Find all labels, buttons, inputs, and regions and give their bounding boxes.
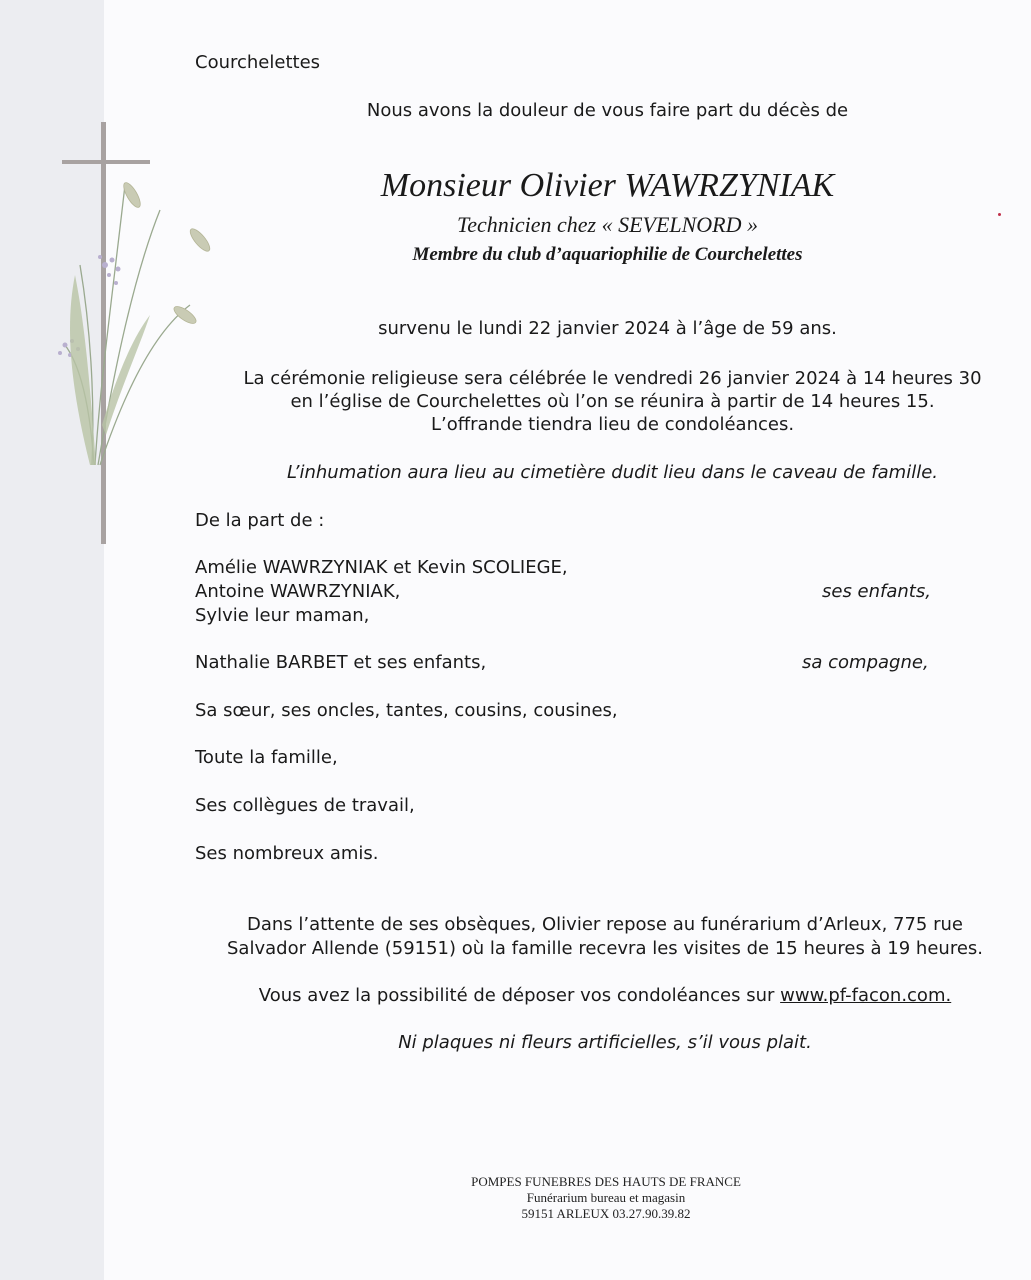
children-relation: ses enfants, xyxy=(822,581,931,602)
from-label: De la part de : xyxy=(195,510,325,531)
no-flowers-line: Ni plaques ni fleurs artificielles, s’il vous plait. xyxy=(398,1032,812,1053)
family-others-line-1: Sa sœur, ses oncles, tantes, cousins, cousines, xyxy=(195,700,618,721)
ceremony-line-3: L’offrande tiendra lieu de condoléances. xyxy=(430,414,795,435)
partner-relation: sa compagne, xyxy=(802,652,929,673)
deceased-name: Monsieur Olivier WAWRZYNIAK xyxy=(380,167,835,204)
family-children-line-2: Antoine WAWRZYNIAK, xyxy=(195,581,401,602)
family-children-line-3: Sylvie leur maman, xyxy=(195,605,370,626)
scan-speck xyxy=(998,213,1001,216)
place-name: Courchelettes xyxy=(195,52,321,73)
partner-line: Nathalie BARBET et ses enfants, xyxy=(195,652,487,673)
deceased-membership: Membre du club d’aquariophilie de Courchelettes xyxy=(412,244,803,265)
cross-horizontal-bar xyxy=(62,160,150,164)
funeral-home-note-line-2: Salvador Allende (59151) où la famille recevra les visites de 15 heures à 19 heures. xyxy=(227,938,983,959)
condolences-text: Vous avez la possibilité de déposer vos condoléances sur xyxy=(258,985,781,1006)
family-children-line-1: Amélie WAWRZYNIAK et Kevin SCOLIEGE, xyxy=(195,557,568,578)
condolences-link[interactable]: www.pf-facon.com. xyxy=(780,985,952,1006)
ceremony-line-2: en l’église de Courchelettes où l’on se réunira à partir de 14 heures 15. xyxy=(290,391,935,412)
ceremony-line-1: La cérémonie religieuse sera célébrée le vendredi 26 janvier 2024 à 14 heures 30 xyxy=(243,368,982,389)
footer-address: 59151 ARLEUX 03.27.90.39.82 xyxy=(521,1206,691,1221)
condolences-line xyxy=(200,985,1010,1007)
family-others-line-3: Ses collègues de travail, xyxy=(195,795,415,816)
deceased-role: Technicien chez « SEVELNORD » xyxy=(456,212,759,237)
family-others-line-2: Toute la famille, xyxy=(195,747,338,768)
wheat-flowers-illustration xyxy=(50,165,240,475)
announcement-intro: Nous avons la douleur de vous faire part du décès de xyxy=(366,100,849,121)
funeral-home-note-line-1: Dans l’attente de ses obsèques, Olivier repose au funérarium d’Arleux, 775 rue xyxy=(247,914,963,935)
footer-subtitle: Funérarium bureau et magasin xyxy=(526,1190,686,1205)
footer-company: POMPES FUNEBRES DES HAUTS DE FRANCE xyxy=(471,1174,741,1189)
burial-line: L’inhumation aura lieu au cimetière dudit lieu dans le caveau de famille. xyxy=(286,462,939,483)
death-date-line: survenu le lundi 22 janvier 2024 à l’âge de 59 ans. xyxy=(378,318,837,339)
family-others-line-4: Ses nombreux amis. xyxy=(195,843,379,864)
